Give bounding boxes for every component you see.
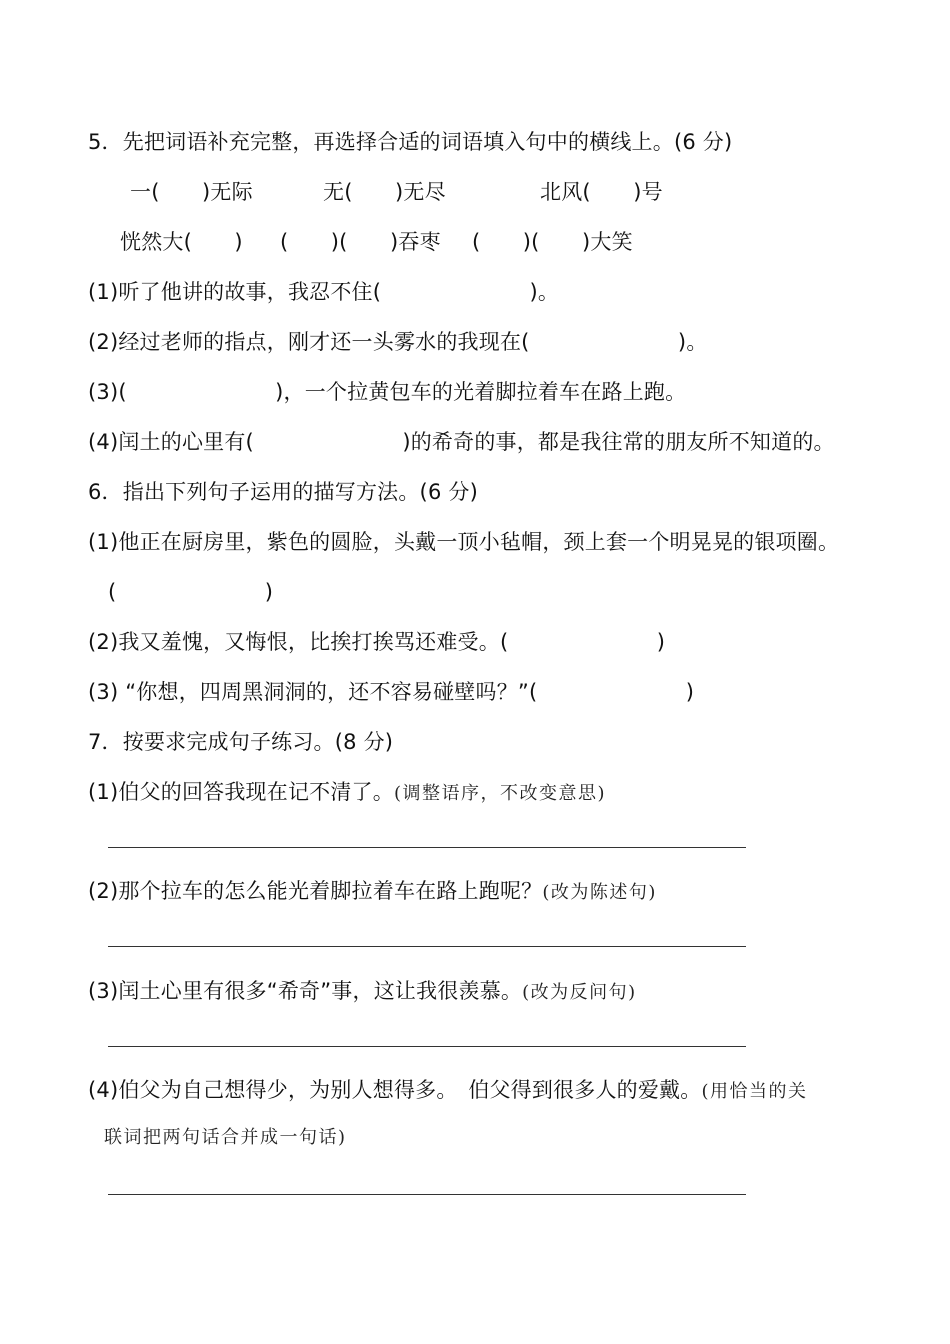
q5-item-1: (1)听了他讲的故事，我忍不住( )。 (88, 280, 560, 304)
q6-title: 6．指出下列句子运用的描写方法。(6 分) (88, 480, 478, 504)
answer-line-4[interactable] (108, 1194, 746, 1195)
q7-title: 7．按要求完成句子练习。(8 分) (88, 730, 394, 754)
q7-item-2-note: (改为陈述句) (542, 882, 657, 903)
q5-word-1: 一( )无际 (130, 180, 253, 204)
q5-word-3: 北风( )号 (540, 180, 663, 204)
q6-item-1: (1)他正在厨房里，紫色的圆脸，头戴一顶小毡帽，颈上套一个明晃晃的银项圈。 (88, 530, 840, 554)
q5-item-4: (4)闰土的心里有( )的希奇的事，都是我往常的朋友所不知道的。 (88, 430, 835, 454)
q5-item-3: (3)( )，一个拉黄包车的光着脚拉着车在路上跑。 (88, 380, 687, 404)
q7-item-1 (88, 778, 606, 808)
q7-item-3-note: (改为反问句) (522, 982, 637, 1003)
q6-item-3: (3) “你想，四周黑洞洞的，还不容易碰壁吗？”( ) (88, 680, 695, 704)
answer-line-2[interactable] (108, 946, 746, 947)
answer-line-1[interactable] (108, 847, 746, 848)
q5-title: 5．先把词语补充完整，再选择合适的词语填入句中的横线上。(6 分) (88, 130, 733, 154)
q7-item-4 (88, 1076, 807, 1106)
q7-item-2 (88, 877, 657, 907)
q7-item-1-note: (调整语序，不改变意思) (393, 783, 606, 804)
q5-item-2: (2)经过老师的指点，刚才还一头雾水的我现在( )。 (88, 330, 708, 354)
q7-item-3 (88, 977, 637, 1007)
q6-item-2: (2)我又羞愧，又悔恨，比挨打挨骂还难受。( ) (88, 630, 666, 654)
q7-item-2-text: (2)那个拉车的怎么能光着脚拉着车在路上跑呢？ (88, 879, 543, 903)
q5-word-4: 恍然大( ) (120, 230, 243, 254)
q7-item-1-text: (1)伯父的回答我现在记不清了。 (88, 780, 394, 804)
q7-item-3-text: (3)闰土心里有很多“希奇”事，这让我很羡慕。 (88, 979, 523, 1003)
answer-line-3[interactable] (108, 1046, 746, 1047)
q5-word-5: ( )( )吞枣 (280, 230, 441, 254)
q7-item-4-text: (4)伯父为自己想得少，为别人想得多。 伯父得到很多人的爱戴。 (88, 1078, 702, 1102)
q7-item-4-note: (用恰当的关 (701, 1081, 808, 1102)
q5-word-6: ( )( )大笑 (472, 230, 633, 254)
q5-word-2: 无( )无尽 (323, 180, 446, 204)
q6-item-1-answer: ( ) (108, 580, 274, 604)
q7-item-4-note-cont: 联词把两句话合并成一句话) (104, 1127, 347, 1148)
